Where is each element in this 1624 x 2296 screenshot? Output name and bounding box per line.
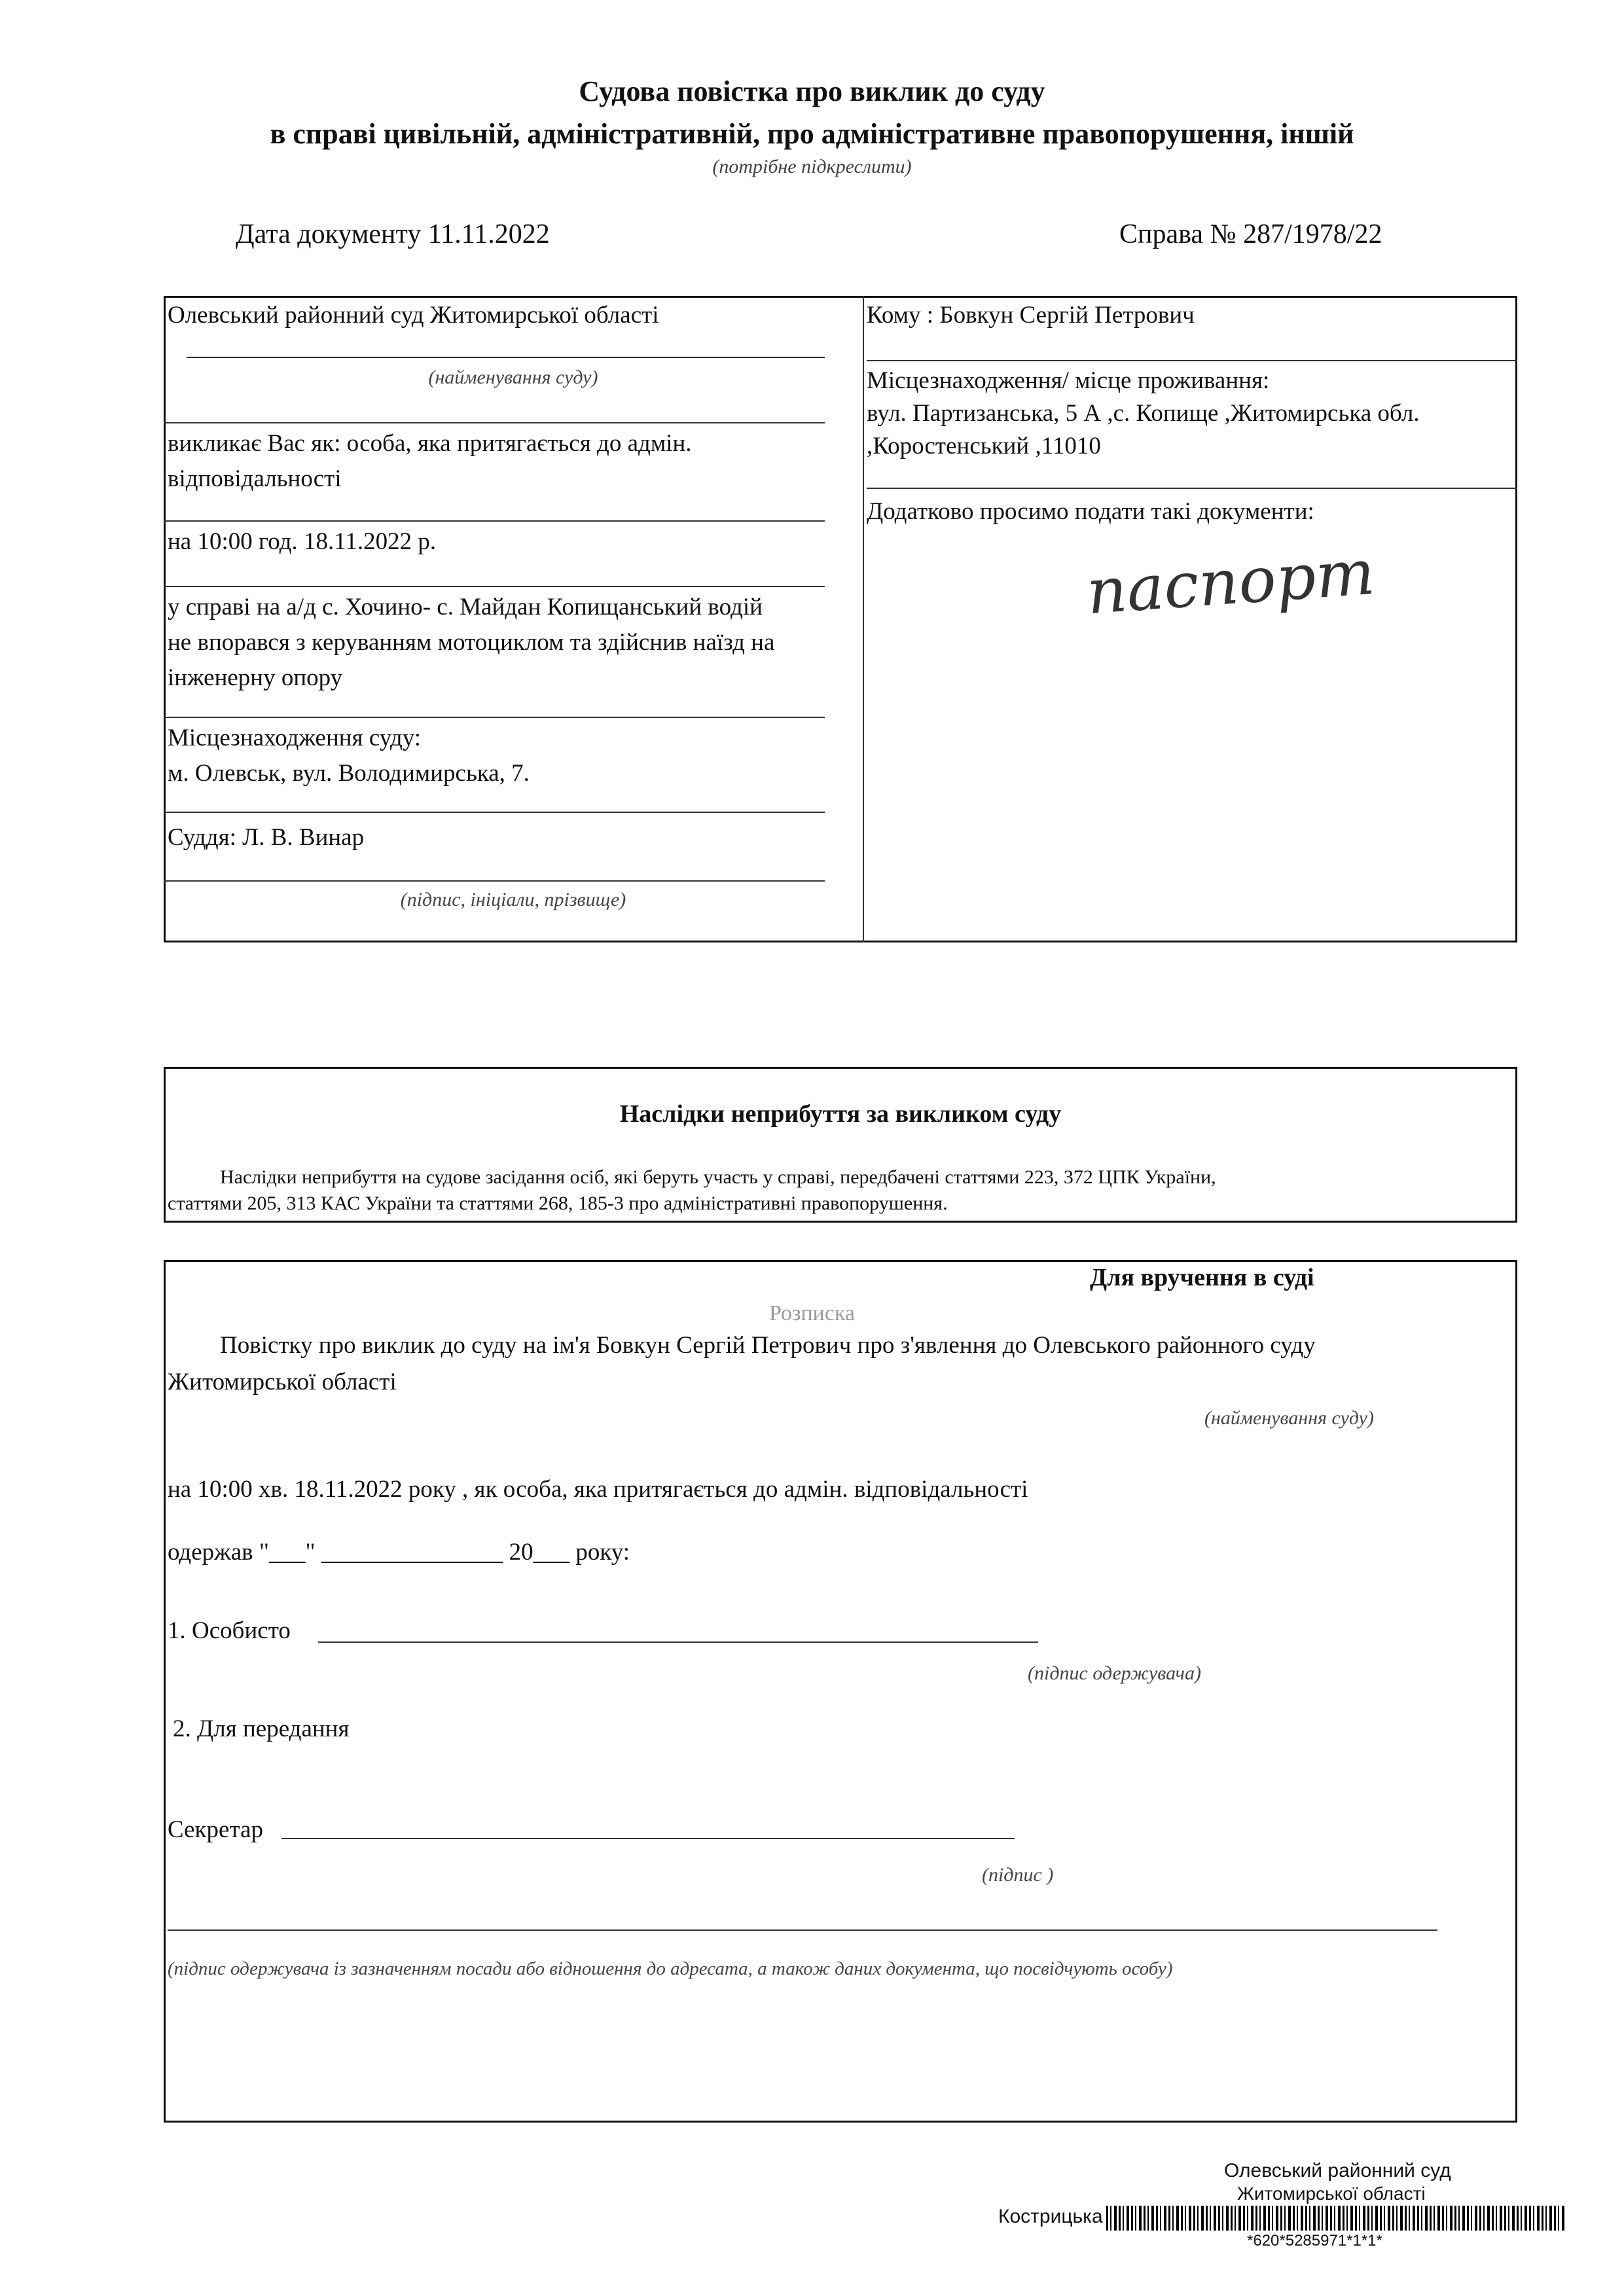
rule [164,717,825,718]
barcode-text: *620*5285971*1*1* [1247,2232,1382,2250]
receipt-time-line: на 10:00 хв. 18.11.2022 року , як особа, яка притягається до адмін. відповідальності [168,1476,1028,1503]
consequences-line2: статтями 205, 313 КАС України та статтями 268, 185-3 про адміністративні правопорушення. [168,1193,948,1214]
hearing-time: на 10:00 год. 18.11.2022 р. [168,528,437,555]
consequences-title: Наслідки неприбуття за викликом суду [619,1100,1062,1128]
judge-hint: (підпис, ініціали, прізвище) [400,889,626,910]
rule [867,360,1517,361]
residence-label: Місцезнаходження/ місце проживання: [867,367,1270,394]
rule [164,880,825,882]
handwritten-passport: паспорт [1084,536,1377,629]
rule [867,488,1517,489]
recipient: Кому : Бовкун Сергій Петрович [867,302,1195,329]
case-description-line1: у справі на а/д с. Хочино- с. Майдан Копищанський водій [168,594,763,620]
footer-court-line2: Житомирської області [1237,2183,1426,2204]
residence-line1: вул. Партизанська, 5 А ,с. Копище ,Житомирська обл. [867,400,1420,427]
document-date: Дата документу 11.11.2022 [236,219,550,249]
judge: Суддя: Л. В. Винар [168,824,365,851]
personally-hint: (підпис одержувача) [1028,1662,1201,1684]
receipt-title: Розписка [768,1301,856,1325]
court-name: Олевський районний суд Житомирської області [168,302,659,329]
consequences-line1: Наслідки неприбуття на судове засідання осіб, які беруть участь у справі, передбачені статтями 223, 372 ЦПК України, [220,1166,1216,1188]
personally-label: 1. Особисто [168,1617,291,1644]
secretary-label: Секретар [168,1816,263,1843]
rule [164,812,825,813]
summons-divider [863,296,864,942]
case-description-line3: інженерну опору [168,664,343,691]
received-line: одержав "___" _______________ 20___ року: [168,1539,630,1566]
rule [164,520,825,522]
court-location: м. Олевськ, вул. Володимирська, 7. [168,760,530,787]
receipt-line1: Повістку про виклик до суду на ім'я Бовкун Сергій Петрович про з'явлення до Олевського районного суду [220,1332,1316,1359]
rule [164,422,825,423]
footer-court-line1: Олевський районний суд [1224,2160,1451,2181]
court-location-label: Місцезнаходження суду: [168,725,422,751]
rule [164,586,825,587]
recipient-hint: (підпис одержувача із зазначенням посади або відношення до адресата, а також даних документа, що посвідчують особу) [168,1958,1173,1979]
recipient-signature-line [168,1929,1437,1931]
secretary-hint: (підпис ) [982,1864,1054,1886]
secretary-signature-line [281,1838,1015,1839]
personally-signature-line [318,1641,1038,1643]
case-description-line2: не впорався з керуванням мотоциклом та здійснив наїзд на [168,629,775,656]
case-number: Справа № 287/1978/22 [1119,219,1382,249]
receipt-line2: Житомирської області [168,1369,397,1395]
clerk-name: Кострицька [998,2206,1103,2227]
title-hint: (потрібне підкреслити) [712,156,912,177]
barcode [1106,2206,1564,2231]
court-name-hint: (найменування суду) [428,367,598,388]
rule [187,357,825,358]
receipt-court-hint: (найменування суду) [1204,1407,1374,1429]
residence-line2: ,Коростенський ,11010 [867,433,1101,459]
summons-subtitle: в справі цивільній, адміністративній, про адміністративне правопорушення, іншій [270,118,1354,150]
summons-as-line1: викликає Вас як: особа, яка притягається до адмін. [168,430,692,457]
for-transfer-label: 2. Для передання [173,1715,350,1742]
summons-as-line2: відповідальності [168,465,342,492]
documents-label: Додатково просимо подати такі документи: [867,498,1314,525]
summons-title: Судова повістка про виклик до суду [579,75,1045,107]
for-court-delivery: Для вручення в суді [1090,1264,1314,1291]
